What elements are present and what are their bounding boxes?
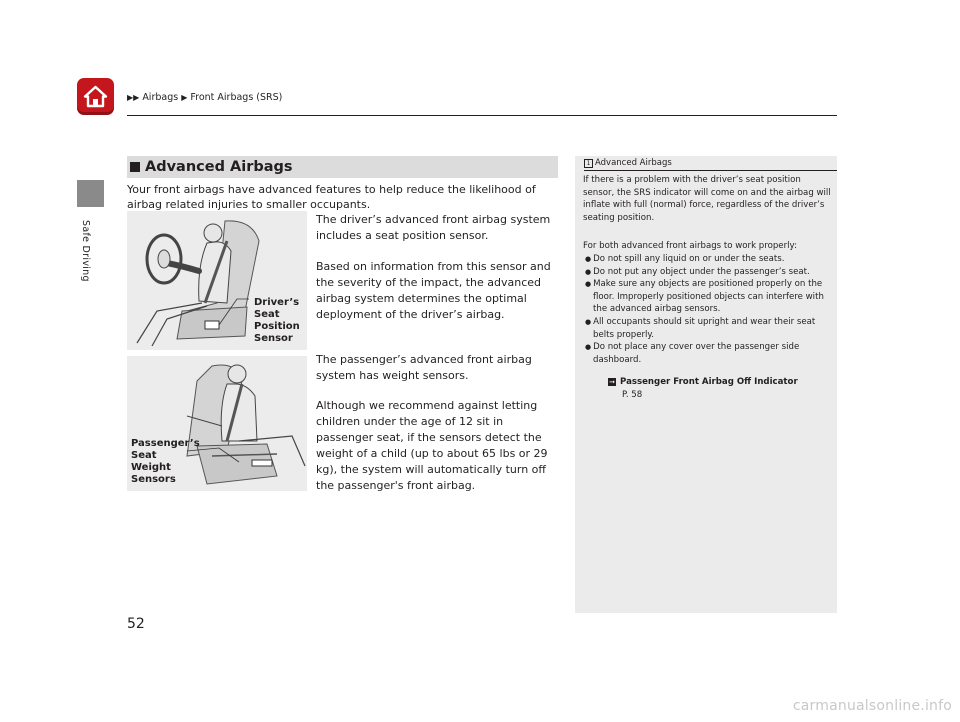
list-item: ● Do not place any cover over the passenger side dashboard.	[583, 341, 833, 366]
list-item: ● Do not spill any liquid on or under the seats.	[583, 253, 833, 266]
note-icon: 1	[584, 159, 593, 168]
passenger-system-text: The passenger’s advanced front airbag system has weight sensors.	[316, 353, 532, 382]
list-item: ● Make sure any objects are positioned properly on the floor. Improperly positioned objects can interfere with the advanced airbag sensors.	[583, 278, 833, 316]
driver-sensor-label: Driver’s Seat Position Sensor	[254, 297, 300, 344]
section-title: Advanced Airbags	[145, 159, 293, 175]
breadcrumb-item-front-airbags[interactable]: Front Airbags (SRS)	[190, 92, 283, 103]
breadcrumb-item-airbags[interactable]: Airbags	[142, 92, 179, 103]
notes-bullet-list	[583, 253, 833, 366]
section-square-icon	[130, 162, 140, 172]
cross-reference-link[interactable]	[608, 376, 798, 401]
list-item: ● Do not put any object under the passenger’s seat.	[583, 266, 833, 279]
notes-rule	[584, 170, 837, 171]
child-weight-text: Although we recommend against letting children under the age of 12 sit in passenger seat, if the sensors detect the weight of a child (up to about 65 lbs or 29 kg), the system will automatically turn off the passenger's front airbag.	[316, 399, 548, 492]
reference-title[interactable]: Passenger Front Airbag Off Indicator	[620, 377, 798, 387]
breadcrumb	[127, 92, 282, 103]
reference-page[interactable]: P. 58	[622, 389, 643, 400]
chapter-label: Safe Driving	[80, 220, 91, 282]
driver-deployment-text: Based on information from this sensor and the severity of the impact, the advanced airbag system determines the optimal deployment of the driver’s airbag.	[316, 260, 551, 321]
section-heading	[127, 156, 558, 178]
header-rule	[127, 115, 837, 116]
page-number: 52	[127, 616, 145, 632]
notes-paragraph-2: For both advanced front airbags to work properly:	[583, 241, 797, 251]
passenger-seat-illustration	[127, 356, 307, 491]
home-button[interactable]	[77, 78, 114, 115]
driver-system-text: The driver’s advanced front airbag system includes a seat position sensor.	[316, 213, 551, 242]
intro-text: Your front airbags have advanced features to help reduce the likelihood of airbag related injuries to smaller occupants.	[127, 183, 536, 211]
reference-arrow-icon: ➞	[609, 378, 615, 386]
watermark: carmanualsonline.info	[792, 698, 952, 714]
passenger-sensor-label: Passenger’s Seat Weight Sensors	[131, 438, 200, 485]
breadcrumb-arrow-icon: ▶▶	[127, 93, 140, 102]
home-icon	[83, 84, 108, 109]
driver-seat-illustration	[127, 211, 307, 350]
notes-heading-text: Advanced Airbags	[595, 158, 672, 168]
notes-heading	[584, 158, 672, 168]
list-item: ● All occupants should sit upright and wear their seat belts properly.	[583, 316, 833, 341]
notes-paragraph-1: If there is a problem with the driver’s seat position sensor, the SRS indicator will come on and the airbag will inflate with full (normal) force, regardless of the driver’s seating position.	[583, 175, 831, 223]
chapter-tab[interactable]	[77, 180, 104, 207]
breadcrumb-arrow-icon: ▶	[181, 93, 188, 102]
